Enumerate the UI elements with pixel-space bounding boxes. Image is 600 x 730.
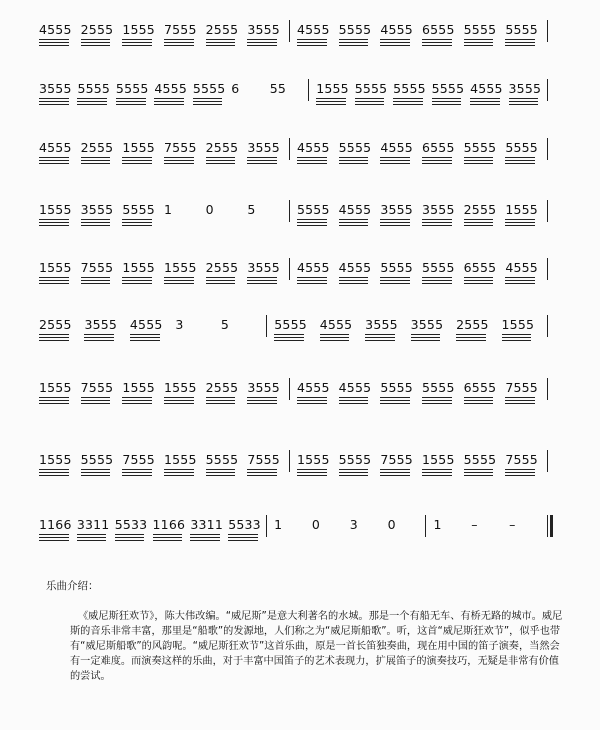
note-text: 5555 <box>297 202 330 217</box>
barline <box>425 515 426 537</box>
note-group <box>81 248 117 288</box>
note-text: 4555 <box>380 22 413 37</box>
note-group <box>505 368 541 408</box>
note-text: 5555 <box>463 452 497 467</box>
final-barline <box>547 515 548 537</box>
note-text: 3555 <box>422 202 455 217</box>
note-group <box>422 440 458 480</box>
note-text: 4555 <box>319 317 353 332</box>
barline <box>547 378 548 400</box>
note-text: 55 <box>269 81 287 96</box>
note-group <box>122 440 158 480</box>
note-group <box>422 10 458 50</box>
note-text: 0 <box>205 202 214 217</box>
note-text: 5555 <box>380 260 413 275</box>
note-group <box>432 69 464 109</box>
note-text: 2555 <box>39 317 72 332</box>
note-group <box>39 248 75 288</box>
note-group <box>39 368 75 408</box>
note-group <box>231 69 263 109</box>
barline <box>547 79 548 101</box>
note-text: 1166 <box>39 517 72 532</box>
note-group <box>505 190 541 230</box>
note-group <box>39 10 75 50</box>
note-group <box>81 440 117 480</box>
note-group <box>164 128 200 168</box>
note-text: 7555 <box>80 260 114 275</box>
note-text: 6555 <box>422 140 455 155</box>
note-group <box>471 505 503 545</box>
note-text: 7555 <box>380 452 413 467</box>
note-text: 7555 <box>247 452 280 467</box>
note-text: 5555 <box>80 452 114 467</box>
score-row <box>0 69 600 109</box>
note-group <box>84 305 123 345</box>
note-group <box>274 505 306 545</box>
note-text: 5555 <box>274 317 307 332</box>
note-group <box>39 505 71 545</box>
note-group <box>464 10 500 50</box>
note-text: 3311 <box>76 517 110 532</box>
note-text: 3555 <box>247 140 280 155</box>
note-text: 1555 <box>39 452 72 467</box>
note-group <box>81 368 117 408</box>
barline <box>289 450 290 472</box>
note-text: 1555 <box>316 81 349 96</box>
note-group <box>154 69 186 109</box>
note-group <box>297 368 333 408</box>
note-group <box>509 69 541 109</box>
note-text: 5555 <box>431 81 465 96</box>
note-text: 7555 <box>164 22 197 37</box>
note-group <box>81 10 117 50</box>
note-text: 5555 <box>505 140 538 155</box>
note-group <box>164 248 200 288</box>
note-text: 4555 <box>129 317 163 332</box>
note-group <box>164 10 200 50</box>
note-text: 4555 <box>338 380 372 395</box>
note-text: 1166 <box>152 517 186 532</box>
note-group <box>380 10 416 50</box>
note-text: 5555 <box>122 202 155 217</box>
barline <box>289 138 290 160</box>
note-group <box>130 305 169 345</box>
note-text: 6 <box>231 81 240 96</box>
intro-paragraph: 《威尼斯狂欢节》，陈大伟改编。“威尼斯”是意大利著名的水城。那是一个有船无车、有桥无路的城市。威尼斯的音乐非常丰富，那里是“船歌”的发源地，人们称之为“威尼斯船歌”。听，这首“威尼斯狂欢节”，似乎也带有“威尼斯船歌”的风韵呢。“威尼斯狂欢节”这首乐曲，原是一首长笛独奏曲，现在用中国的笛子演奏，当然会有一定难度。而演奏这样的乐曲，对于丰富中国笛子的艺术表现力，扩展笛子的演奏技巧，无疑是非常有价值的尝试。 <box>70 611 563 682</box>
barline <box>547 20 548 42</box>
note-group <box>206 190 242 230</box>
note-text: 4555 <box>505 260 538 275</box>
note-group <box>247 10 283 50</box>
note-text: 2555 <box>80 22 114 37</box>
note-group <box>247 128 283 168</box>
note-group <box>247 190 283 230</box>
note-group <box>122 10 158 50</box>
note-group <box>339 248 375 288</box>
note-text: 1555 <box>39 260 72 275</box>
note-text: 4555 <box>380 140 413 155</box>
note-text: 3 <box>349 517 358 532</box>
note-group <box>175 305 214 345</box>
note-text: 7555 <box>80 380 114 395</box>
note-text: 1 <box>164 202 173 217</box>
note-group <box>505 128 541 168</box>
note-group <box>380 440 416 480</box>
score-row <box>0 305 600 345</box>
note-text: 5555 <box>77 81 111 96</box>
note-text: 0 <box>311 517 321 532</box>
note-group <box>221 305 260 345</box>
note-text: 3 <box>175 317 184 332</box>
note-group <box>502 305 541 345</box>
note-group <box>297 248 333 288</box>
note-text: 6555 <box>463 260 497 275</box>
note-text: 2555 <box>205 22 239 37</box>
note-group <box>350 505 382 545</box>
note-text: 3555 <box>39 81 72 96</box>
note-text: 5555 <box>422 260 455 275</box>
note-group <box>274 305 313 345</box>
note-group <box>470 69 502 109</box>
note-text: 4555 <box>297 140 330 155</box>
note-text: 4555 <box>297 22 330 37</box>
note-group <box>122 128 158 168</box>
note-group <box>247 248 283 288</box>
note-group <box>505 10 541 50</box>
note-text: 5555 <box>338 140 372 155</box>
note-group <box>422 190 458 230</box>
barline <box>289 378 290 400</box>
intro-body <box>70 609 565 684</box>
note-text: 4555 <box>154 81 187 96</box>
note-group <box>464 368 500 408</box>
note-text: 5555 <box>205 452 239 467</box>
note-text: 3555 <box>365 317 398 332</box>
note-text: 5555 <box>338 22 372 37</box>
barline <box>547 315 548 337</box>
note-group <box>81 128 117 168</box>
note-text: 5533 <box>114 517 148 532</box>
note-group <box>433 505 465 545</box>
score-row <box>0 190 600 230</box>
note-text: 3555 <box>84 317 118 332</box>
note-group <box>190 505 222 545</box>
note-group <box>297 190 333 230</box>
note-text: 1555 <box>39 380 72 395</box>
note-text: 1 <box>274 517 283 532</box>
note-group <box>464 128 500 168</box>
note-group <box>411 305 450 345</box>
note-group <box>116 69 148 109</box>
note-text: 1555 <box>164 380 197 395</box>
note-group <box>77 69 109 109</box>
note-group <box>320 305 359 345</box>
barline <box>266 315 267 337</box>
note-text: 5 <box>247 202 256 217</box>
note-text: 2555 <box>456 317 489 332</box>
note-text: 2555 <box>463 202 497 217</box>
note-text: 5533 <box>228 517 261 532</box>
note-text: 1555 <box>39 202 72 217</box>
note-group <box>153 505 185 545</box>
note-text: 5555 <box>393 81 426 96</box>
note-group <box>297 128 333 168</box>
note-text: 5555 <box>354 81 388 96</box>
note-group <box>339 10 375 50</box>
intro-title: 乐曲介绍： <box>46 580 99 592</box>
barline <box>308 79 309 101</box>
note-text: 1555 <box>122 260 155 275</box>
note-text: 5555 <box>463 140 497 155</box>
note-text: 5555 <box>338 452 372 467</box>
note-group <box>247 440 283 480</box>
note-text: 6555 <box>463 380 497 395</box>
note-group <box>339 190 375 230</box>
score-row <box>0 248 600 288</box>
note-text: 4555 <box>297 380 330 395</box>
note-group <box>206 248 242 288</box>
score-row <box>0 440 600 480</box>
note-group <box>39 128 75 168</box>
note-text: 1555 <box>122 380 155 395</box>
note-group <box>39 305 78 345</box>
note-group <box>206 128 242 168</box>
note-group <box>339 440 375 480</box>
score-row <box>0 505 600 545</box>
barline <box>547 258 548 280</box>
note-group <box>39 69 71 109</box>
note-text: 1555 <box>164 452 197 467</box>
note-text: 5555 <box>422 380 455 395</box>
note-text: 7555 <box>505 380 538 395</box>
note-text: 1555 <box>164 260 197 275</box>
note-group <box>380 128 416 168</box>
note-text: 3311 <box>190 517 223 532</box>
note-group <box>388 505 420 545</box>
note-group <box>164 440 200 480</box>
note-group <box>380 190 416 230</box>
note-group <box>365 305 404 345</box>
note-group <box>316 69 348 109</box>
barline <box>547 450 548 472</box>
note-text: 7555 <box>505 452 538 467</box>
note-group <box>339 128 375 168</box>
note-text: 4555 <box>297 260 330 275</box>
note-text: 2555 <box>205 260 239 275</box>
note-text: 2555 <box>80 140 114 155</box>
note-text: 7555 <box>164 140 197 155</box>
note-text: 5555 <box>505 22 538 37</box>
note-text: 5555 <box>380 380 413 395</box>
note-text: 5555 <box>115 81 149 96</box>
barline <box>289 200 290 222</box>
note-text: 1 <box>433 517 442 532</box>
note-text: 3555 <box>508 81 542 96</box>
note-group <box>456 305 495 345</box>
note-group <box>422 128 458 168</box>
note-text: 4555 <box>39 140 72 155</box>
note-text: 3555 <box>247 380 280 395</box>
note-text: 3555 <box>247 260 280 275</box>
barline <box>547 200 548 222</box>
note-text: 6555 <box>422 22 455 37</box>
note-group <box>206 368 242 408</box>
barline <box>289 258 290 280</box>
note-group <box>464 440 500 480</box>
note-group <box>380 248 416 288</box>
note-group <box>505 248 541 288</box>
note-text: – <box>471 517 478 532</box>
note-group <box>122 368 158 408</box>
score-row <box>0 368 600 408</box>
score-row <box>0 128 600 168</box>
note-text: 3555 <box>380 202 413 217</box>
note-group <box>39 190 75 230</box>
note-group <box>164 190 200 230</box>
note-text: 4555 <box>338 260 372 275</box>
note-group <box>206 10 242 50</box>
note-text: 2555 <box>205 380 239 395</box>
note-text: – <box>509 517 516 532</box>
note-group <box>355 69 387 109</box>
note-group <box>206 440 242 480</box>
note-group <box>81 190 117 230</box>
note-group <box>164 368 200 408</box>
note-group <box>509 505 541 545</box>
note-text: 4555 <box>470 81 503 96</box>
note-group <box>122 248 158 288</box>
note-text: 5555 <box>463 22 497 37</box>
barline <box>266 515 267 537</box>
note-group <box>115 505 147 545</box>
note-text: 4555 <box>39 22 72 37</box>
note-group <box>464 248 500 288</box>
note-group <box>247 368 283 408</box>
note-text: 1555 <box>297 452 330 467</box>
note-group <box>297 440 333 480</box>
note-group <box>393 69 425 109</box>
note-text: 7555 <box>122 452 155 467</box>
note-text: 5555 <box>192 81 226 96</box>
note-text: 1555 <box>422 452 455 467</box>
note-text: 3555 <box>410 317 444 332</box>
note-text: 5 <box>220 317 229 332</box>
note-group <box>270 69 302 109</box>
note-text: 1555 <box>501 317 535 332</box>
note-text: 0 <box>387 517 396 532</box>
note-group <box>193 69 225 109</box>
note-group <box>312 505 344 545</box>
note-group <box>39 440 75 480</box>
note-group <box>339 368 375 408</box>
score-row <box>0 10 600 50</box>
note-text: 1555 <box>505 202 538 217</box>
note-group <box>297 10 333 50</box>
note-text: 1555 <box>122 22 155 37</box>
note-group <box>380 368 416 408</box>
note-text: 3555 <box>80 202 114 217</box>
note-text: 4555 <box>338 202 372 217</box>
note-group <box>505 440 541 480</box>
note-text: 2555 <box>205 140 239 155</box>
note-group <box>422 368 458 408</box>
note-text: 3555 <box>247 22 280 37</box>
note-group <box>422 248 458 288</box>
barline <box>289 20 290 42</box>
note-text: 1555 <box>122 140 155 155</box>
barline <box>547 138 548 160</box>
note-group <box>228 505 260 545</box>
note-group <box>77 505 109 545</box>
note-group <box>122 190 158 230</box>
note-group <box>464 190 500 230</box>
